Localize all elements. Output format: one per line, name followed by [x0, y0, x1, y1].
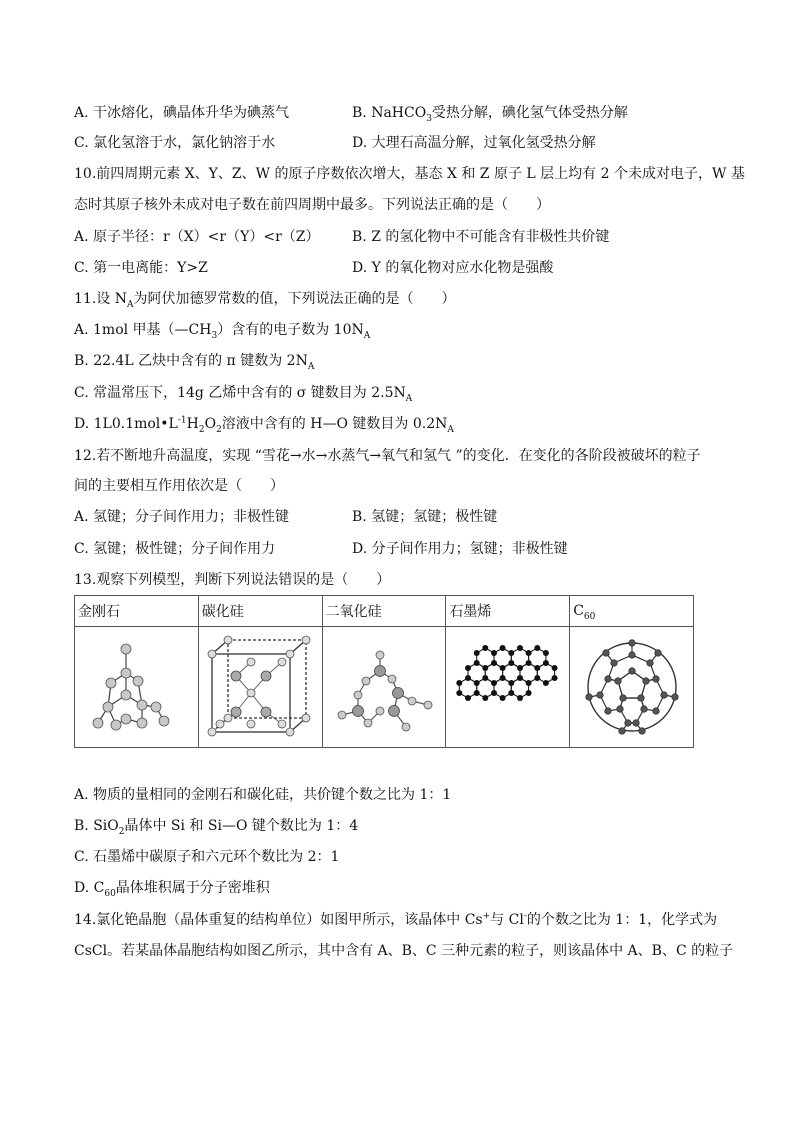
- graphene-atom: [543, 660, 549, 666]
- graphene-model: [446, 627, 570, 748]
- graphene-atom: [551, 675, 557, 681]
- graphene-atom: [508, 660, 514, 666]
- q14-stem-line1: 14.氯化铯晶胞（晶体重复的结构单位）如图甲所示，该晶体中 Cs+与 Cl-的个数之比为 1：1，化学式为: [74, 911, 718, 928]
- graphene-atom: [517, 645, 523, 651]
- graphene-atom: [525, 660, 531, 666]
- graphene-atom: [543, 680, 549, 686]
- q11-option-b: B. 22.4L 乙炔中含有的 π 键数为 $2N_A$: [74, 353, 315, 372]
- q12-stem-line2: 间的主要相互作用依次是（ ）: [74, 478, 284, 494]
- q10-option-c: C. 第一电离能：Y>Z: [74, 260, 208, 276]
- q9-option-b: B. NaHCO$_3$受热分解，碘化氢气体受热分解: [352, 105, 628, 124]
- q10-option-d: D. Y 的氧化物对应水化物是强酸: [352, 260, 554, 276]
- graphene-atom: [473, 690, 479, 696]
- graphene-atom: [473, 660, 479, 666]
- graphene-atom: [482, 675, 488, 681]
- silicon-dioxide-model: [322, 627, 446, 748]
- q11-option-d: D. $1L0.1mol•L^{-1}H_2O_2$溶液中含有的 H—O 键数目为 $0.2N_A$: [74, 415, 454, 435]
- q11-option-a: A. 1mol 甲基$(—CH_3)$含有的电子数为 $10N_A$: [74, 322, 371, 341]
- q10-stem-line1: 10.前四周期元素 X、Y、Z、W 的原子序数依次增大，基态 X 和 Z 原子 L 层上均有 2 个未成对电子，W 基: [74, 166, 745, 182]
- c60-model: [570, 627, 694, 748]
- q9-option-a: A. 干冰熔化，碘晶体升华为碘蒸气: [74, 105, 290, 121]
- q13-stem: 13.观察下列模型，判断下列说法错误的是（ ）: [74, 572, 391, 588]
- header-diamond: 金刚石: [75, 596, 199, 627]
- graphene-atom: [534, 675, 540, 681]
- q12-option-b: B. 氢键；氢键；极性键: [352, 509, 498, 525]
- graphene-atom: [499, 665, 505, 671]
- graphene-atom: [491, 680, 497, 686]
- header-c60: $C_{60}$: [570, 596, 694, 627]
- diamond-model: [75, 627, 199, 748]
- q10-option-b: B. Z 的氢化物中不可能含有非极性共价键: [352, 229, 610, 245]
- graphene-atom: [491, 690, 497, 696]
- graphene-atom: [517, 665, 523, 671]
- c60-fullerene-icon: [580, 635, 684, 739]
- graphene-lattice-icon: [452, 642, 564, 732]
- graphene-atom: [465, 695, 471, 701]
- diamond-structure-icon: [86, 635, 186, 739]
- crystal-models-table: [74, 595, 694, 748]
- q11-option-c: C. 常温常压下，14g 乙烯中含有的 σ 键数目为 $2.5N_A$: [74, 385, 413, 404]
- graphene-atom: [517, 695, 523, 701]
- header-graphene: 石墨烯: [446, 596, 570, 627]
- graphene-atom: [499, 675, 505, 681]
- q9-option-c: C. 氯化氢溶于水，氯化钠溶于水: [74, 135, 276, 151]
- q12-option-a: A. 氢键；分子间作用力；非极性键: [74, 509, 290, 525]
- graphene-ring: [476, 678, 493, 698]
- q13-option-a: A. 物质的量相同的金刚石和碳化硅，共价键个数之比为 1：1: [74, 787, 452, 803]
- q13-option-d: D. $C_{60}$晶体堆积属于分子密堆积: [74, 880, 270, 899]
- graphene-ring: [537, 663, 554, 683]
- graphene-atom: [456, 680, 462, 686]
- graphene-atom: [525, 690, 531, 696]
- graphene-atom: [473, 680, 479, 686]
- q11-stem: 11.设 $N_A$为阿伏加德罗常数的值，下列说法正确的是（ ）: [74, 291, 456, 310]
- silicon-carbide-model: [198, 627, 322, 748]
- silicon-dioxide-structure-icon: [328, 635, 440, 739]
- q9-option-d: D. 大理石高温分解，过氧化氢受热分解: [352, 135, 596, 151]
- graphene-atom: [525, 680, 531, 686]
- graphene-atom: [482, 665, 488, 671]
- q10-option-a: A. 原子半径：r（X）<r（Y）<r（Z）: [74, 229, 320, 245]
- graphene-atom: [534, 665, 540, 671]
- q12-option-c: C. 氢键；极性键；分子间作用力: [74, 541, 276, 557]
- graphene-atom: [551, 665, 557, 671]
- graphene-atom: [508, 650, 514, 656]
- graphene-atom: [499, 695, 505, 701]
- graphene-atom: [499, 645, 505, 651]
- graphene-atom: [517, 675, 523, 681]
- graphene-ring: [494, 678, 511, 698]
- graphene-atom: [534, 645, 540, 651]
- graphene-atom: [482, 645, 488, 651]
- q12-stem-line1: 12.若不断地升高温度，实现 “雪花→水→水蒸气→氧气和氢气 ”的变化．在变化的各阶段被破坏的粒子: [74, 448, 701, 464]
- graphene-atom: [473, 650, 479, 656]
- header-silicon-carbide: 碳化硅: [198, 596, 322, 627]
- graphene-ring: [511, 678, 528, 698]
- graphene-atom: [491, 650, 497, 656]
- graphene-atom: [482, 695, 488, 701]
- q10-stem-line2: 态时其原子核外未成对电子数在前四周期中最多。下列说法正确的是（ ）: [74, 197, 550, 213]
- graphene-atom: [491, 660, 497, 666]
- graphene-atom: [508, 680, 514, 686]
- silicon-carbide-cell-icon: [204, 632, 316, 742]
- graphene-atom: [543, 650, 549, 656]
- graphene-atom: [508, 690, 514, 696]
- q12-option-d: D. 分子间作用力；氢键；非极性键: [352, 541, 568, 557]
- graphene-atom: [465, 665, 471, 671]
- q14-stem-line2: CsCl。若某晶体晶胞结构如图乙所示，其中含有 A、B、C 三种元素的粒子，则该晶体中 A、B、C 的粒子: [74, 943, 734, 959]
- graphene-atom: [465, 675, 471, 681]
- graphene-atom: [456, 690, 462, 696]
- header-silicon-dioxide: 二氧化硅: [322, 596, 446, 627]
- q13-option-b: B. SiO$_2$晶体中 Si 和 Si—O 键个数比为 1：4: [74, 818, 359, 837]
- q13-option-c: C. 石墨烯中碳原子和六元环个数比为 2：1: [74, 849, 340, 865]
- graphene-atom: [525, 650, 531, 656]
